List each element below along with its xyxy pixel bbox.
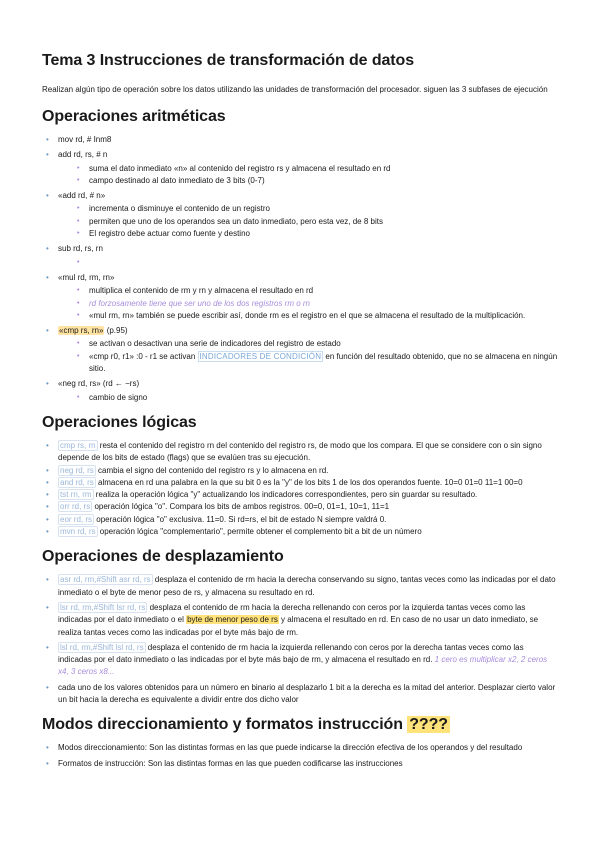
section-heading-modes: Modos direccionamiento y formatos instrucción ???? xyxy=(42,716,448,734)
list-item: • lsr rd, rm,#Shift lsr rd, rs desplaza el contenido de rm hacia la derecha rellenando con ceros por la izquierda tantas veces como las indicadas por el dato inmediato o el byte de menor peso de rs y almacena el resultado en rd. En caso de no usar un dato inmediato, se realiza tantas veces como las indicadas por el byte más bajo de rm. xyxy=(42,602,558,639)
inline-code: asr rd, rm,#Shift asr rd, rs xyxy=(60,575,151,585)
list-item: • campo destinado al dato inmediato de 3 bits (0-7) xyxy=(73,175,558,187)
inline-code: lsl rd, rm,#Shift lsl rd, rs xyxy=(60,642,144,652)
list-item: • incrementa o disminuye el contenido de un registro xyxy=(73,203,558,215)
list-item: • sub rd, rs, rn • xyxy=(42,243,558,269)
list-item: • «cmp rs, rn» (p.95) • se activan o desactivan una serie de indicadores del registro de estado • «cmp r0, r1» :0 - r1 se activan INDICADORES DE CONDICIÓN en función del resultado obtenido, que no se almacena en ningún sitio. xyxy=(42,325,558,375)
list-item: • cambio de signo xyxy=(73,392,558,404)
inline-code: cmp rs, rn xyxy=(60,440,96,450)
intro-paragraph: Realizan algún tipo de operación sobre los datos utilizando las unidades de transformación del procesador. siguen las 3 subfases de ejecución xyxy=(42,85,548,94)
list-item: • suma el dato inmediato «n» al contenido del registro rs y almacena el resultado en rd xyxy=(73,163,558,175)
list-item: • cmp rs, rn resta el contenido del registro rn del contenido del registro rs, de modo que los compara. El que se considere con o sin signo depende de los bits de estado (flags) que se evalúen tras su ejecución. xyxy=(42,440,558,465)
inline-code: lsr rd, rm,#Shift lsr rd, rs xyxy=(60,602,146,612)
list-item: • orr rd, rs operación lógica "o". Compara los bits de ambos registros. 00=0, 01=1, 10=1, 11=1 xyxy=(42,501,558,513)
list-item: • «neg rd, rs» (rd ← −rs) • cambio de signo xyxy=(42,378,558,404)
inline-code: «cmp rs, rn» xyxy=(59,326,104,336)
list-item: • tst rn, rm realiza la operación lógica "y" actualizando los indicadores correspondientes, pero sin guardar su resultado. xyxy=(42,489,558,501)
list-item: • Formatos de instrucción: Son las distintas formas en las que pueden codificarse las instrucciones xyxy=(42,758,558,770)
list-item: • cada uno de los valores obtenidos para un número en binario al desplazarlo 1 bit a la derecha es la mitad del anterior. Desplazar cierto valor un bit hacia la derecha es equivalente a dividir entre dos dicho valor xyxy=(42,682,558,707)
list-item: • se activan o desactivan una serie de indicadores del registro de estado xyxy=(73,338,558,350)
list-item: • multiplica el contenido de rm y rn y almacena el resultado en rd xyxy=(73,285,558,297)
inline-code: eor rd, rs xyxy=(60,514,93,524)
list-item: • El registro debe actuar como fuente y destino xyxy=(73,228,558,240)
list-item: • Modos direccionamiento: Son las distintas formas en las que puede indicarse la dirección efectiva de los operandos y del resultado xyxy=(42,742,558,754)
highlighted-question-marks: ???? xyxy=(409,716,448,734)
modes-list xyxy=(42,742,558,770)
inline-code: orr rd, rs xyxy=(60,502,91,512)
list-item: • «cmp r0, r1» :0 - r1 se activan INDICADORES DE CONDICIÓN en función del resultado obtenido, que no se almacena en ningún sitio. xyxy=(73,351,558,376)
list-item: • add rd, rs, # n • suma el dato inmediato «n» al contenido del registro rs y almacena el resultado en rd • campo destinado al dato inmediato de 3 bits (0-7) xyxy=(42,149,558,187)
inline-code: tst rn, rm xyxy=(60,490,92,500)
list-item: • and rd, rs almacena en rd una palabra en la que su bit 0 es la "y" de los bits 1 de los dos operandos fuente. 10=0 01=0 11=1 00=0 xyxy=(42,477,558,489)
highlighted-text: byte de menor peso de rs xyxy=(187,615,278,625)
list-item: • «add rd, # n» • incrementa o disminuye el contenido de un registro • permiten que uno de los operandos sea un dato inmediato, pero esta vez, de 8 bits • El registro debe actuar como fuente y destino xyxy=(42,190,558,240)
list-item: • «mul rm, rn» también se puede escribir así, donde rm es el registro en el que se almacena el resultado de la multiplicación. xyxy=(73,310,558,322)
logic-list xyxy=(42,440,558,538)
list-item: • neg rd, rs cambia el signo del contenido del registro rs y lo almacena en rd. xyxy=(42,465,558,477)
inline-code: mvn rd, rs xyxy=(60,527,96,537)
inline-code: neg rd, rs xyxy=(60,465,94,475)
list-item: • mvn rd, rs operación lógica "complementario", permite obtener el complemento bit a bit de un número xyxy=(42,526,558,538)
arithmetic-list xyxy=(42,134,558,404)
list-item: • «mul rd, rm, rn» • multiplica el contenido de rm y rn y almacena el resultado en rd • rd forzosamente tiene que ser uno de los dos registros rm o rn • «mul rm, rn» también se puede escribir así, donde rm es el registro en el que se almacena el resultado de la multiplicación. xyxy=(42,272,558,322)
list-item: • mov rd, # Inm8 xyxy=(42,134,558,146)
list-item: • rd forzosamente tiene que ser uno de los dos registros rm o rn xyxy=(73,298,558,310)
section-heading-shift: Operaciones de desplazamiento xyxy=(42,548,284,566)
shift-list xyxy=(42,574,558,706)
list-item: • lsl rd, rm,#Shift lsl rd, rs desplaza el contenido de rm hacia la izquierda rellenando con ceros por la derecha tantas veces como las indicadas por el dato inmediato o las indicadas por el byte más bajo de rm, y almacena el resultado en rd. 1 cero es multiplicar x2, 2 ceros x4, 3 ceros x8... xyxy=(42,642,558,679)
indicadores-link[interactable]: INDICADORES DE CONDICIÓN xyxy=(199,351,322,361)
empty-list-item xyxy=(73,257,558,269)
inline-code: and rd, rs xyxy=(60,477,94,487)
page-title: Tema 3 Instrucciones de transformación de datos xyxy=(42,52,414,69)
list-item: • asr rd, rm,#Shift asr rd, rs desplaza el contenido de rm hacia la derecha conservando su signo, tantas veces como las indicadas por el dato inmediato o el byte de menor peso de rs, y almacena su resultado en rd. xyxy=(42,574,558,599)
section-heading-arithmetic: Operaciones aritméticas xyxy=(42,108,226,125)
list-item: • permiten que uno de los operandos sea un dato inmediato, pero esta vez, de 8 bits xyxy=(73,216,558,228)
list-item: • eor rd, rs operación lógica "o" exclusiva. 11=0. Si rd=rs, el bit de estado N siempre valdrá 0. xyxy=(42,514,558,526)
section-heading-logic: Operaciones lógicas xyxy=(42,413,197,431)
